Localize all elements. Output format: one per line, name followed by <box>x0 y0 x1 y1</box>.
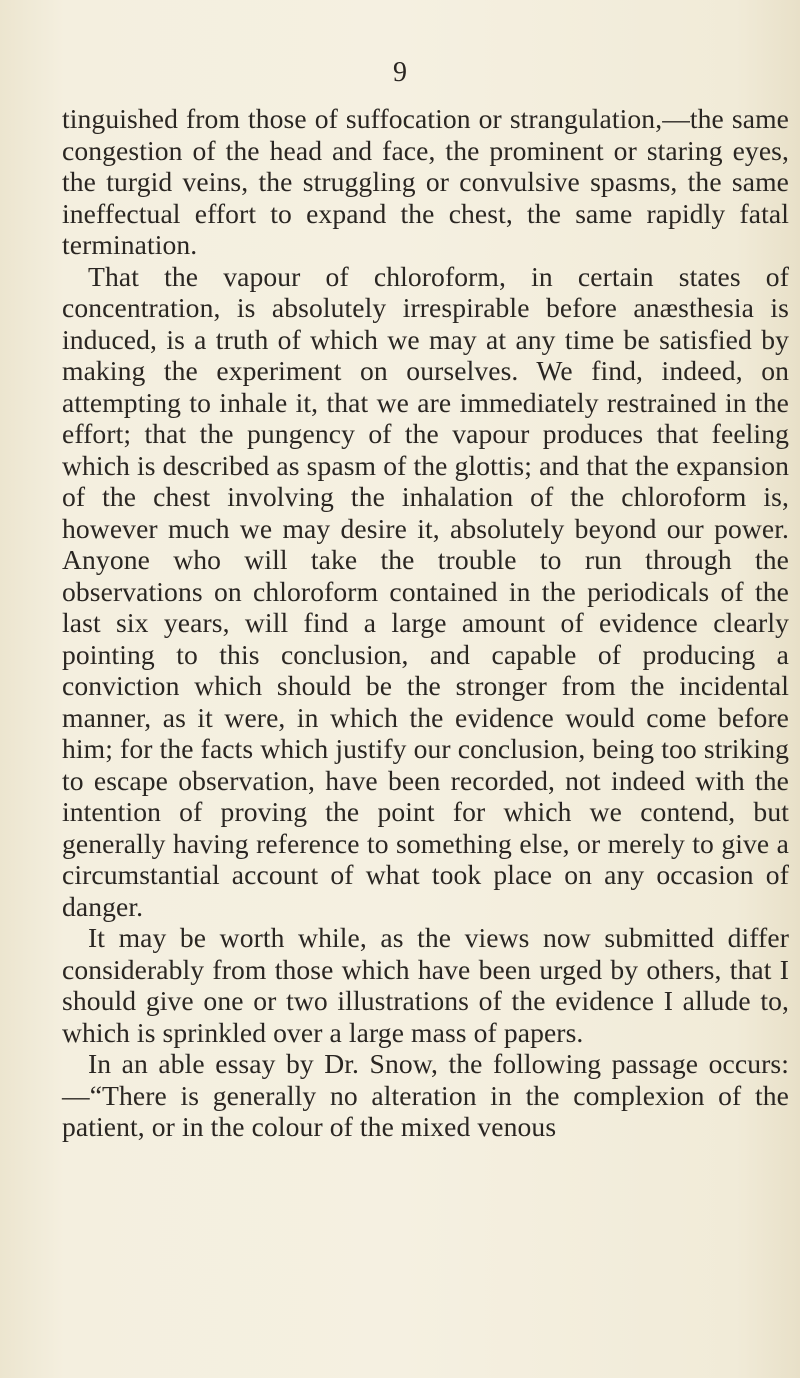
body-text <box>62 103 789 1143</box>
paragraph: That the vapour of chloroform, in certain states of concentration, is absolutely irrespirable before anæsthesia is induced, is a truth of which we may at any time be satisfied by making the experiment on ourselves. We find, indeed, on attempting to inhale it, that we are immediately restrained in the effort; that the pungency of the vapour produces that feeling which is described as spasm of the glottis; and that the expansion of the chest involving the inhalation of the chloroform is, however much we may desire it, absolutely beyond our power. Anyone who will take the trouble to run through the observations on chloroform contained in the periodicals of the last six years, will find a large amount of evidence clearly pointing to this conclusion, and capable of producing a conviction which should be the stronger from the incidental manner, as it were, in which the evidence would come before him; for the facts which justify our conclusion, being too striking to escape observation, have been recorded, not indeed with the intention of proving the point for which we contend, but generally having reference to something else, or merely to give a circumstantial account of what took place on any occasion of danger. <box>62 260 789 922</box>
paragraph: In an able essay by Dr. Snow, the following passage occurs:—“There is generally no alteration in the complexion of the patient, or in the colour of the mixed venous <box>62 1048 789 1142</box>
paragraph: It may be worth while, as the views now submitted differ considerably from those which have been urged by others, that I should give one or two illustrations of the evidence I allude to, which is sprinkled over a large mass of papers. <box>62 922 789 1048</box>
page-number: 9 <box>393 57 407 88</box>
paragraph: tinguished from those of suffocation or strangulation,—the same congestion of the head and face, the prominent or staring eyes, the turgid veins, the struggling or convulsive spasms, the same ineffectual effort to expand the chest, the same rapidly fatal termination. <box>62 103 789 260</box>
